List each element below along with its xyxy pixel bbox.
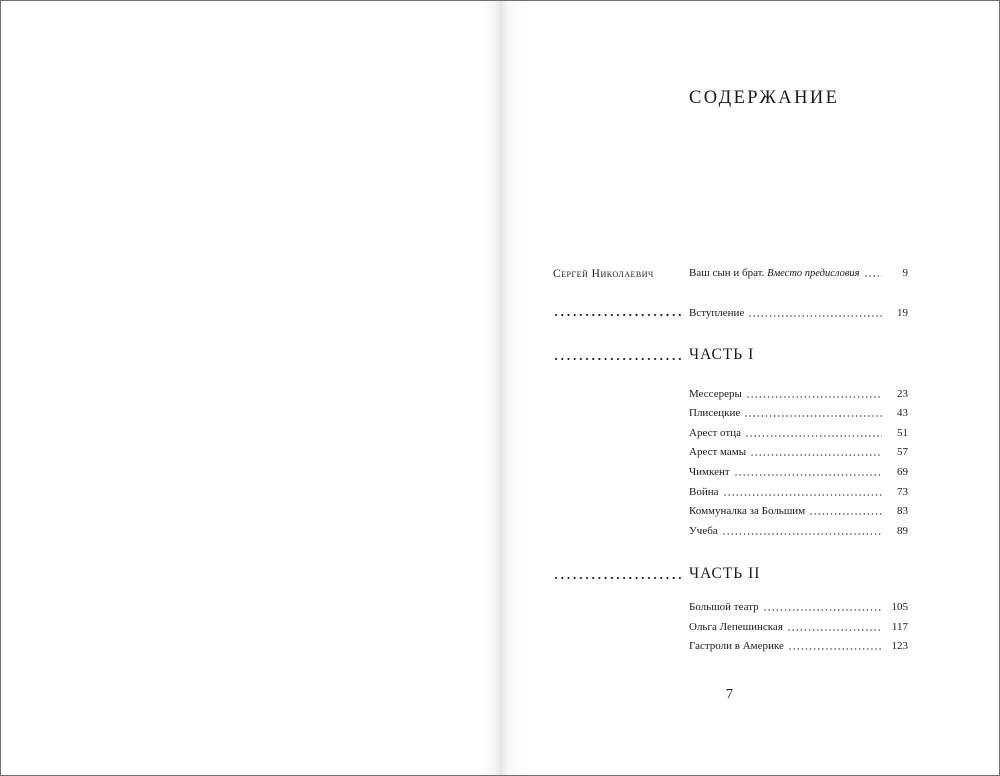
- toc-entry[interactable]: [689, 405, 908, 421]
- toc-entry[interactable]: [689, 503, 908, 519]
- dot-leader: [748, 315, 882, 317]
- toc-entry-page: 123: [891, 640, 908, 652]
- toc-entry-page: 19: [897, 307, 908, 319]
- toc-entry-title: Плисецкие: [689, 407, 741, 419]
- dot-leader: [787, 629, 882, 631]
- dot-leader: [788, 648, 882, 650]
- part-title[interactable]: ЧАСТЬ II: [689, 565, 761, 582]
- toc-entry[interactable]: [689, 599, 908, 615]
- toc-entry-title: Ольга Лепешинская: [689, 621, 783, 633]
- toc-entry-subtitle: Вместо предисловия: [767, 268, 860, 279]
- toc-entry[interactable]: [689, 523, 908, 539]
- toc-entry-page: 69: [897, 466, 908, 478]
- toc-entry-title: Ваш сын и брат. Вместо предисловия: [689, 267, 860, 279]
- toc-entry-title: Гастроли в Америке: [689, 640, 784, 652]
- toc-entry-page: 9: [902, 267, 908, 279]
- book-gutter-shadow: [479, 1, 523, 775]
- toc-entry[interactable]: [689, 464, 908, 480]
- toc-entry-title: Вступление: [689, 307, 745, 319]
- toc-entry-page: 89: [897, 525, 908, 537]
- toc-entry-page: 43: [897, 407, 908, 419]
- toc-entry[interactable]: [689, 444, 908, 460]
- section-leader-dots: [553, 577, 681, 579]
- toc-entry-foreword[interactable]: [689, 265, 908, 281]
- toc-entry[interactable]: [689, 425, 908, 441]
- toc-entry-title: Война: [689, 486, 719, 498]
- dot-leader: [746, 396, 882, 398]
- toc-entry-title: Большой театр: [689, 601, 759, 613]
- toc-entry-page: 117: [891, 621, 908, 633]
- dot-leader: [864, 275, 882, 277]
- dot-leader: [722, 533, 882, 535]
- toc-entry-title: Учеба: [689, 525, 718, 537]
- toc-entry-page: 83: [897, 505, 908, 517]
- dot-leader: [734, 474, 882, 476]
- toc-entry-title: Арест мамы: [689, 446, 747, 458]
- toc-heading: СОДЕРЖАНИЕ: [689, 88, 840, 108]
- page-number: 7: [726, 687, 733, 702]
- dot-leader: [744, 415, 882, 417]
- toc-entry-page: 57: [897, 446, 908, 458]
- toc-entry-introduction[interactable]: [689, 305, 908, 321]
- toc-entry-title: Арест отца: [689, 427, 741, 439]
- toc-entry-title: Мессереры: [689, 388, 742, 400]
- dot-leader: [809, 513, 882, 515]
- dot-leader: [750, 454, 882, 456]
- toc-entry-page: 51: [897, 427, 908, 439]
- toc-entry-title: Коммуналка за Большим: [689, 505, 806, 517]
- section-leader-dots: [553, 314, 681, 316]
- dot-leader: [723, 494, 883, 496]
- section-leader-dots: [553, 358, 681, 360]
- toc-entry[interactable]: [689, 638, 908, 654]
- toc-entry[interactable]: [689, 619, 908, 635]
- toc-entry-title: Чимкент: [689, 466, 730, 478]
- toc-entry[interactable]: [689, 484, 908, 500]
- part-title[interactable]: ЧАСТЬ I: [689, 346, 755, 363]
- dot-leader: [763, 609, 882, 611]
- toc-entry-page: 73: [897, 486, 908, 498]
- foreword-author: Сергей Николаевич: [553, 268, 654, 280]
- toc-entry[interactable]: [689, 386, 908, 402]
- toc-entry-page: 23: [897, 388, 908, 400]
- dot-leader: [745, 435, 882, 437]
- toc-entry-page: 105: [891, 601, 908, 613]
